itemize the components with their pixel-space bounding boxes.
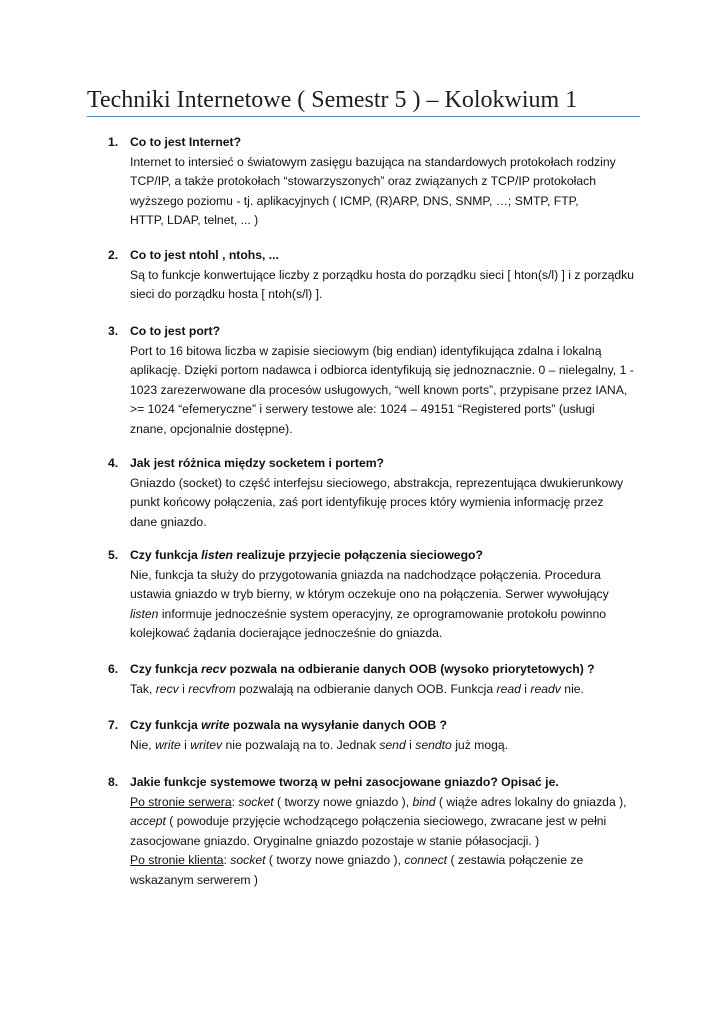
text-run: socket [230, 853, 266, 867]
question-number: 5. [108, 548, 119, 562]
text-run: ustawia gniazdo w tryb bierny, w którym oczekuje ono na połączenia. Serwer wywołujący [130, 587, 609, 601]
answer-line [130, 342, 660, 362]
answer-line [130, 605, 660, 625]
text-run: i [520, 681, 531, 696]
text-run: write [155, 737, 181, 752]
text-run: accept [130, 814, 166, 828]
text-run: socket [238, 794, 274, 809]
text-run: TCP/IP, a także protokołach “stowarzyszonych” oraz związanych z TCP/IP protokołach [130, 174, 597, 188]
text-run: dane gniazdo. [130, 514, 207, 529]
answer-line [130, 513, 660, 533]
answer-line [130, 566, 660, 586]
text-run: aplikację. Dzięki portom nadawca i odbiorca identyfikują się jednoznacznie. 0 – nielegalny, 1 - [130, 363, 634, 377]
answer-line [130, 851, 660, 871]
page-title: Techniki Internetowe ( Semestr 5 ) – Kolokwium 1 [87, 87, 578, 113]
text-run: bind [412, 794, 436, 809]
question-heading [130, 660, 650, 680]
question-heading [130, 246, 650, 266]
text-run: Czy funkcja [130, 548, 202, 562]
text-run: już mogą. [451, 737, 509, 752]
text-run: Tak, [130, 681, 156, 696]
text-run: : [223, 853, 231, 867]
text-run: punkt końcowy połączenia, zaś port identyfikuję proces który wymienia informację przez [130, 495, 604, 509]
text-run: listen [201, 548, 233, 562]
text-run: Gniazdo (socket) to część interfejsu sieciowego, abstrakcja, reprezentująca dwukierunkowy [130, 475, 624, 490]
answer-line [130, 680, 660, 700]
text-run: Są to funkcje konwertujące liczby z porządku hosta do porządku sieci [ hton(s/l) ] i z porządku [130, 267, 635, 282]
text-run: writev [190, 737, 223, 752]
question-number: 4. [108, 456, 119, 470]
text-run: Jak jest różnica między socketem i portem? [130, 456, 385, 470]
answer-line [130, 420, 660, 440]
text-run: recvfrom [188, 681, 236, 696]
text-run: connect [404, 853, 448, 867]
answer-line [130, 266, 660, 286]
answer-line [130, 400, 660, 420]
text-run: Co to jest Internet? [130, 135, 242, 149]
text-run: ( wiąże adres lokalny do gniazda ), [435, 794, 627, 809]
question-number: 6. [108, 662, 119, 676]
answer-line [130, 361, 660, 381]
text-run: ( tworzy nowe gniazdo ), [273, 794, 413, 809]
answer-line [130, 192, 660, 212]
question-number: 2. [108, 248, 119, 262]
answer-line [130, 812, 660, 832]
text-run: kolejkować żądania docierające jednocześnie do gniazda. [130, 626, 443, 640]
text-run: Co to jest ntohl , ntohs, ... [130, 248, 279, 262]
answer-line [130, 493, 660, 513]
answer-line [130, 793, 660, 813]
text-run: pozwalają na odbieranie danych OOB. Funkcja [235, 681, 497, 696]
text-run: Nie, funkcja ta służy do przygotowania gniazda na nadchodzące połączenia. Procedura [130, 567, 601, 582]
text-run: ( zestawia połączenie ze [447, 853, 584, 867]
text-run: read [496, 681, 521, 696]
text-run: Port to 16 bitowa liczba w zapisie sieciowym (big endian) identyfikująca zdalna i lokalną [130, 343, 602, 358]
question-heading [130, 773, 650, 793]
text-run: recv [155, 681, 179, 696]
text-run: zasocjowane gniazdo. Oryginalne gniazdo pozostaje w stanie półasocjacji. ) [130, 833, 540, 848]
text-run: Czy funkcja [130, 662, 202, 676]
text-run: wyższego poziomu - tj. aplikacyjnych ( ICMP, (R)ARP, DNS, SNMP, …; SMTP, FTP, [130, 193, 579, 208]
text-run: sieci do porządku hosta [ ntoh(s/l) ]. [130, 287, 323, 301]
question-number: 3. [108, 324, 119, 338]
question-number: 8. [108, 775, 119, 789]
text-run: wskazanym serwerem ) [130, 872, 258, 887]
text-run: Czy funkcja [130, 718, 202, 732]
text-run: Po stronie serwera [130, 794, 232, 809]
text-run: Jakie funkcje systemowe tworzą w pełni zasocjowane gniazdo? Opisać je. [130, 775, 559, 789]
text-run: >= 1024 “efemeryczne” i serwery testowe ale: 1024 – 49151 “Registered ports” (usługi [130, 402, 595, 416]
text-run: readv [530, 681, 561, 696]
text-run: write [201, 718, 230, 732]
question-heading [130, 322, 650, 342]
text-run: Nie, [130, 737, 156, 752]
text-run: ( powoduje przyjęcie wchodzącego połączenia sieciowego, zwracane jest w pełni [165, 814, 607, 828]
answer-line [130, 153, 660, 173]
answer-line [130, 585, 660, 605]
answer-line [130, 381, 660, 401]
text-run: recv [201, 662, 227, 676]
text-run: pozwala na odbieranie danych OOB (wysoko priorytetowych) ? [226, 662, 595, 676]
answer-line [130, 474, 660, 494]
question-number: 1. [108, 135, 119, 149]
text-run: realizuje przyjecie połączenia sieciowego? [232, 548, 483, 562]
answer-line [130, 624, 660, 644]
text-run: Internet to intersieć o światowym zasięgu bazująca na standardowych protokołach rodziny [130, 154, 616, 169]
title-underline [87, 116, 640, 117]
text-run: nie. [560, 681, 584, 696]
answer-line [130, 172, 660, 192]
text-run: sendto [415, 737, 452, 752]
text-run: nie pozwalają na to. Jednak [222, 737, 380, 752]
text-run: Co to jest port? [130, 324, 221, 338]
text-run: znane, opcjonalnie dostępne). [130, 421, 293, 436]
answer-line [130, 832, 660, 852]
question-heading [130, 454, 650, 474]
text-run: ( tworzy nowe gniazdo ), [265, 853, 405, 867]
question-heading [130, 546, 650, 566]
answer-line [130, 736, 660, 756]
text-run: i [178, 681, 189, 696]
question-heading [130, 716, 650, 736]
text-run: Po stronie klienta [130, 853, 224, 867]
answer-line [130, 285, 660, 305]
question-heading [130, 133, 650, 153]
text-run: HTTP, LDAP, telnet, ... ) [130, 213, 259, 227]
text-run: informuje jednocześnie system operacyjny, ze oprogramowanie protokołu powinno [158, 606, 607, 621]
text-run: : [231, 794, 239, 809]
text-run: send [379, 737, 406, 752]
text-run: i [405, 737, 416, 752]
text-run: listen [130, 606, 159, 621]
text-run: 1023 zarezerwowane dla procesów usługowych, “well known ports”, przypisane przez IANA, [130, 382, 628, 397]
question-number: 7. [108, 718, 119, 732]
text-run: pozwala na wysyłanie danych OOB ? [229, 718, 447, 732]
answer-line [130, 871, 660, 891]
answer-line [130, 211, 660, 231]
text-run: i [180, 737, 191, 752]
